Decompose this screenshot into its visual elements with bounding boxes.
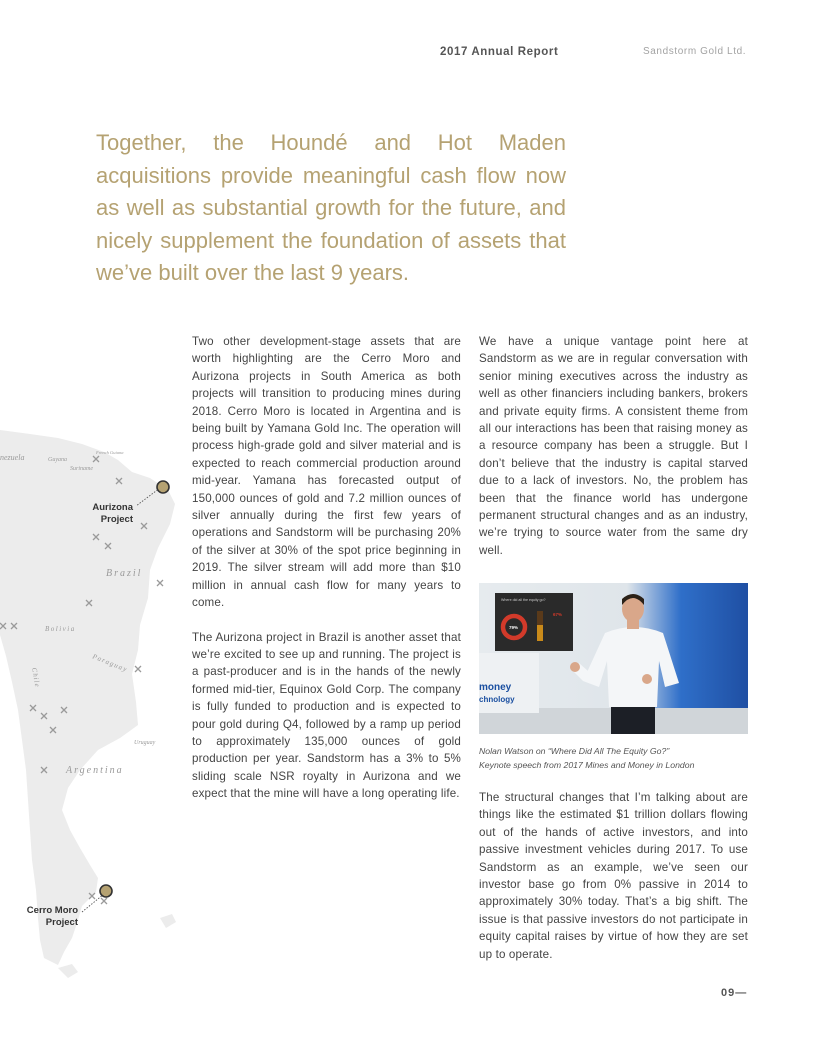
- slide-title: Where did all the equity go?: [501, 598, 546, 602]
- country-label-bolivia: Bolivia: [45, 625, 76, 633]
- photo-caption: [479, 744, 748, 772]
- map-falklands: [160, 914, 176, 928]
- header-report-title: 2017 Annual Report: [440, 46, 559, 58]
- page-number: 09—: [721, 987, 748, 999]
- country-label-guyana: Guyana: [48, 457, 67, 463]
- country-label-brazil: Brazil: [106, 568, 143, 579]
- country-label-uruguay: Uruguay: [134, 740, 156, 746]
- caption-line-2: Keynote speech from 2017 Mines and Money in London: [479, 760, 695, 770]
- body-column-right: [479, 333, 748, 559]
- caption-line-1: Nolan Watson on “Where Did All The Equity Go?”: [479, 746, 670, 756]
- body-column-left: [192, 333, 461, 803]
- screen-text-technology: chnology: [479, 695, 515, 704]
- asset-marker-17: [101, 898, 107, 904]
- slide-bar-fill: [537, 625, 543, 641]
- country-label-paraguay: Paraguay: [91, 652, 129, 674]
- paragraph: The structural changes that I’m talking about are things like the estimated $1 trillion dollars flowing out of the hands of active investors, and into passive investment vehicles during 2017. To use Sandstorm as an example, we’ve seen our investor base go from 0% passive in 2014 to approximately 30% today. That’s a big shift. The issue is that passive investors do not participate in equity capital raises by virtue of how they are set up to operate.: [479, 791, 748, 961]
- country-label-suriname: Suriname: [70, 466, 93, 472]
- country-label-chile: Chile: [30, 666, 42, 689]
- country-label-argentina: Argentina: [66, 765, 124, 776]
- cerro-moro-label-line2: Project: [45, 917, 78, 928]
- body-column-right-lower: [479, 789, 748, 963]
- cerro-moro-marker: [100, 885, 112, 897]
- cerro-moro-label-line1: Cerro Moro: [26, 905, 78, 916]
- header-company-name: Sandstorm Gold Ltd.: [643, 46, 747, 57]
- photo-graphic: [479, 583, 748, 734]
- cerro-moro-project-label: [14, 905, 78, 929]
- south-america-map: [0, 420, 190, 980]
- pull-quote: Together, the Houndé and Hot Maden acquisitions provide meaningful cash flow now as well as substantial growth for the future, and nicely supplement the foundation of assets that we’ve built over the last 9 years.: [96, 130, 566, 285]
- aurizona-label-line2: Project: [100, 514, 133, 525]
- keynote-photo: [479, 583, 748, 734]
- map-tierra-del-fuego: [58, 964, 78, 978]
- asset-marker-6: [157, 580, 163, 586]
- country-label-venezuela: nezuela: [0, 453, 25, 462]
- paragraph: The Aurizona project in Brazil is another asset that we’re excited to see up and running. The project is a past-producer and is in the hands of the newly formed mid-tier, Equinox Gold Corp. The company is fully funded to production and is expected to pour gold during Q4, followed by a ramp up period to approximately 135,000 ounces of gold production per year. Sandstorm has a 3% to 5% sliding scale NSR royalty in Aurizona and we expect that the mine will have a long operating life.: [192, 630, 461, 801]
- aurizona-project-label: [75, 502, 133, 526]
- slide-percent-2: 67%: [553, 612, 563, 617]
- paragraph: We have a unique vantage point here at Sandstorm as we are in regular conversation with senior mining executives across the industry as well as other financiers including bankers, brokers and private equity firms. A consistent theme from all our interactions has been that raising money as a resource company has been a struggle. But I don’t believe that the industry is capital starved due to a lack of investors. No, the problem has been that the finance world has undergone permanent structural changes and as an industry, we’re trying to source water from the same dry well.: [479, 335, 748, 557]
- aurizona-label-line1: Aurizona: [92, 502, 133, 513]
- speaker-hand-right: [642, 674, 652, 684]
- country-label-french-guiana: French Guiana: [96, 450, 124, 455]
- aurizona-marker: [157, 481, 169, 493]
- speaker-hand-left: [570, 662, 580, 672]
- paragraph: Two other development-stage assets that are worth highlighting are the Cerro Moro and Aurizona projects in South America as both projects will transition to producing mines during 2018. Cerro Moro is located in Argentina and is being built by Yamana Gold Inc. The operation will process high-grade gold and silver material and is expected to reach commercial production around mid-year. Yamana has forecasted output of 150,000 ounces of gold and 7.2 million ounces of silver annually during the first few years of operations and Sandstorm will be purchasing 20% of the silver at 30% of the spot price beginning in 2019. The silver stream will add more than $10 million in annual cash flow for many years to come.: [192, 335, 461, 610]
- screen-text-money: money: [479, 682, 512, 693]
- asset-marker-10: [135, 666, 141, 672]
- slide-percent-1: 79%: [509, 625, 519, 630]
